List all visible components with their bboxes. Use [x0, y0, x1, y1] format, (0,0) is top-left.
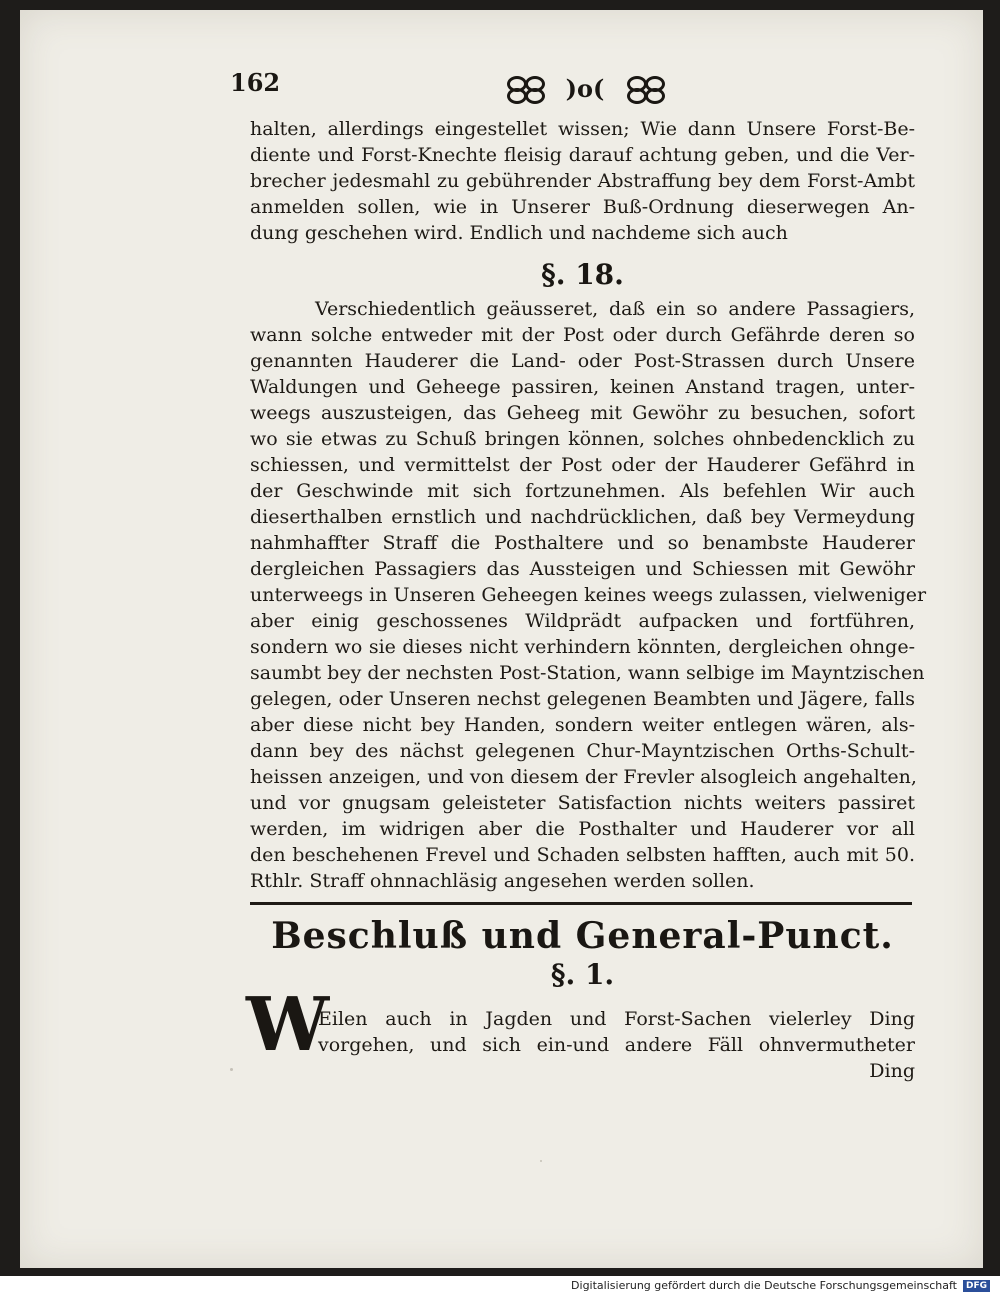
text-line: der Geschwinde mit sich fortzunehmen. Als befehlen Wir auch	[250, 480, 915, 502]
text-line: dung geschehen wird. Endlich und nachdeme sich auch	[250, 222, 788, 244]
text-line: gelegen, oder Unseren nechst gelegenen Beambten und Jägere, falls	[250, 688, 915, 710]
paper-speck	[540, 1160, 542, 1162]
text-line: halten, allerdings eingestellet wissen; Wie dann Unsere Forst-Be-	[250, 118, 915, 140]
text-line: diente und Forst-Knechte fleisig darauf achtung geben, und die Ver-	[250, 144, 915, 166]
fleuron-left-icon	[505, 73, 547, 103]
section-18-body	[250, 296, 927, 894]
text-line: aber diese nicht bey Handen, sondern weiter entlegen wären, als-	[250, 714, 915, 736]
header-ornament	[505, 68, 665, 108]
conclusion-body	[318, 1006, 915, 1084]
text-line: genannten Hauderer die Land- oder Post-Strassen durch Unsere	[250, 350, 915, 372]
text-line: Rthlr. Straff ohnnachläsig angesehen werden sollen.	[250, 870, 755, 892]
text-line: nahmhaffter Straff die Posthaltere und so benambste Hauderer	[250, 532, 915, 554]
text-line: werden, im widrigen aber die Posthalter und Hauderer vor all	[250, 818, 915, 840]
text-line: anmelden sollen, wie in Unserer Buß-Ordnung dieserwegen An-	[250, 196, 915, 218]
text-line: den beschehenen Frevel und Schaden selbsten hafften, auch mit 50.	[250, 844, 915, 866]
text-line: Waldungen und Geheege passiren, keinen Anstand tragen, unter-	[250, 376, 915, 398]
chapter-heading: Beschluß und General-Punct.	[271, 915, 894, 957]
text-line: wann solche entweder mit der Post oder durch Gefährde deren so	[250, 324, 915, 346]
text-line: schiessen, und vermittelst der Post oder der Hauderer Gefährd in	[250, 454, 915, 476]
footer-credit: Digitalisierung gefördert durch die Deutsche Forschungsgemeinschaft	[571, 1279, 957, 1292]
section-divider	[250, 902, 912, 905]
drop-cap: W	[246, 982, 330, 1068]
text-line: unterweegs in Unseren Geheegen keines weegs zulassen, vielweniger	[250, 584, 927, 606]
catchword: Ding	[869, 1060, 915, 1082]
digitization-footer	[571, 1279, 990, 1292]
text-line: sondern wo sie dieses nicht verhindern könnten, dergleichen ohnge-	[250, 636, 915, 658]
text-line: Eilen auch in Jagden und Forst-Sachen vielerley Ding	[318, 1008, 915, 1030]
dfg-logo-icon: DFG	[963, 1280, 990, 1292]
text-line: wo sie etwas zu Schuß bringen können, solches ohnbedencklich zu	[250, 428, 915, 450]
text-line: Verschiedentlich geäusseret, daß ein so andere Passagiers,	[315, 298, 915, 320]
text-line: dann bey des nächst gelegenen Chur-Mayntzischen Orths-Schult-	[250, 740, 915, 762]
section-heading: §. 18.	[541, 258, 624, 291]
text-line: brecher jedesmahl zu gebührender Abstraffung bey dem Forst-Ambt	[250, 170, 915, 192]
paragraph-continued	[250, 116, 915, 246]
text-line: saumbt bey der nechsten Post-Station, wann selbige im Mayntzischen	[250, 662, 925, 684]
text-line: vorgehen, und sich ein-und andere Fäll ohnvermutheter	[318, 1034, 915, 1056]
text-line: und vor gnugsam geleisteter Satisfaction nichts weiters passiret	[250, 792, 915, 814]
text-line: dieserthalben ernstlich und nachdrücklichen, daß bey Vermeydung	[250, 506, 915, 528]
paper-speck	[230, 1068, 233, 1071]
page-number: 162	[230, 68, 281, 97]
text-line: weegs auszusteigen, das Geheeg mit Gewöhr zu besuchen, sofort	[250, 402, 915, 424]
text-line: heissen anzeigen, und von diesem der Frevler alsogleich angehalten,	[250, 766, 917, 788]
text-line: aber einig geschossenes Wildprädt aufpacken und fortführen,	[250, 610, 915, 632]
text-line: dergleichen Passagiers das Aussteigen und Schiessen mit Gewöhr	[250, 558, 915, 580]
ornament-center: )o(	[565, 73, 605, 103]
fleuron-right-icon	[623, 73, 665, 103]
section-heading: §. 1.	[550, 958, 615, 991]
